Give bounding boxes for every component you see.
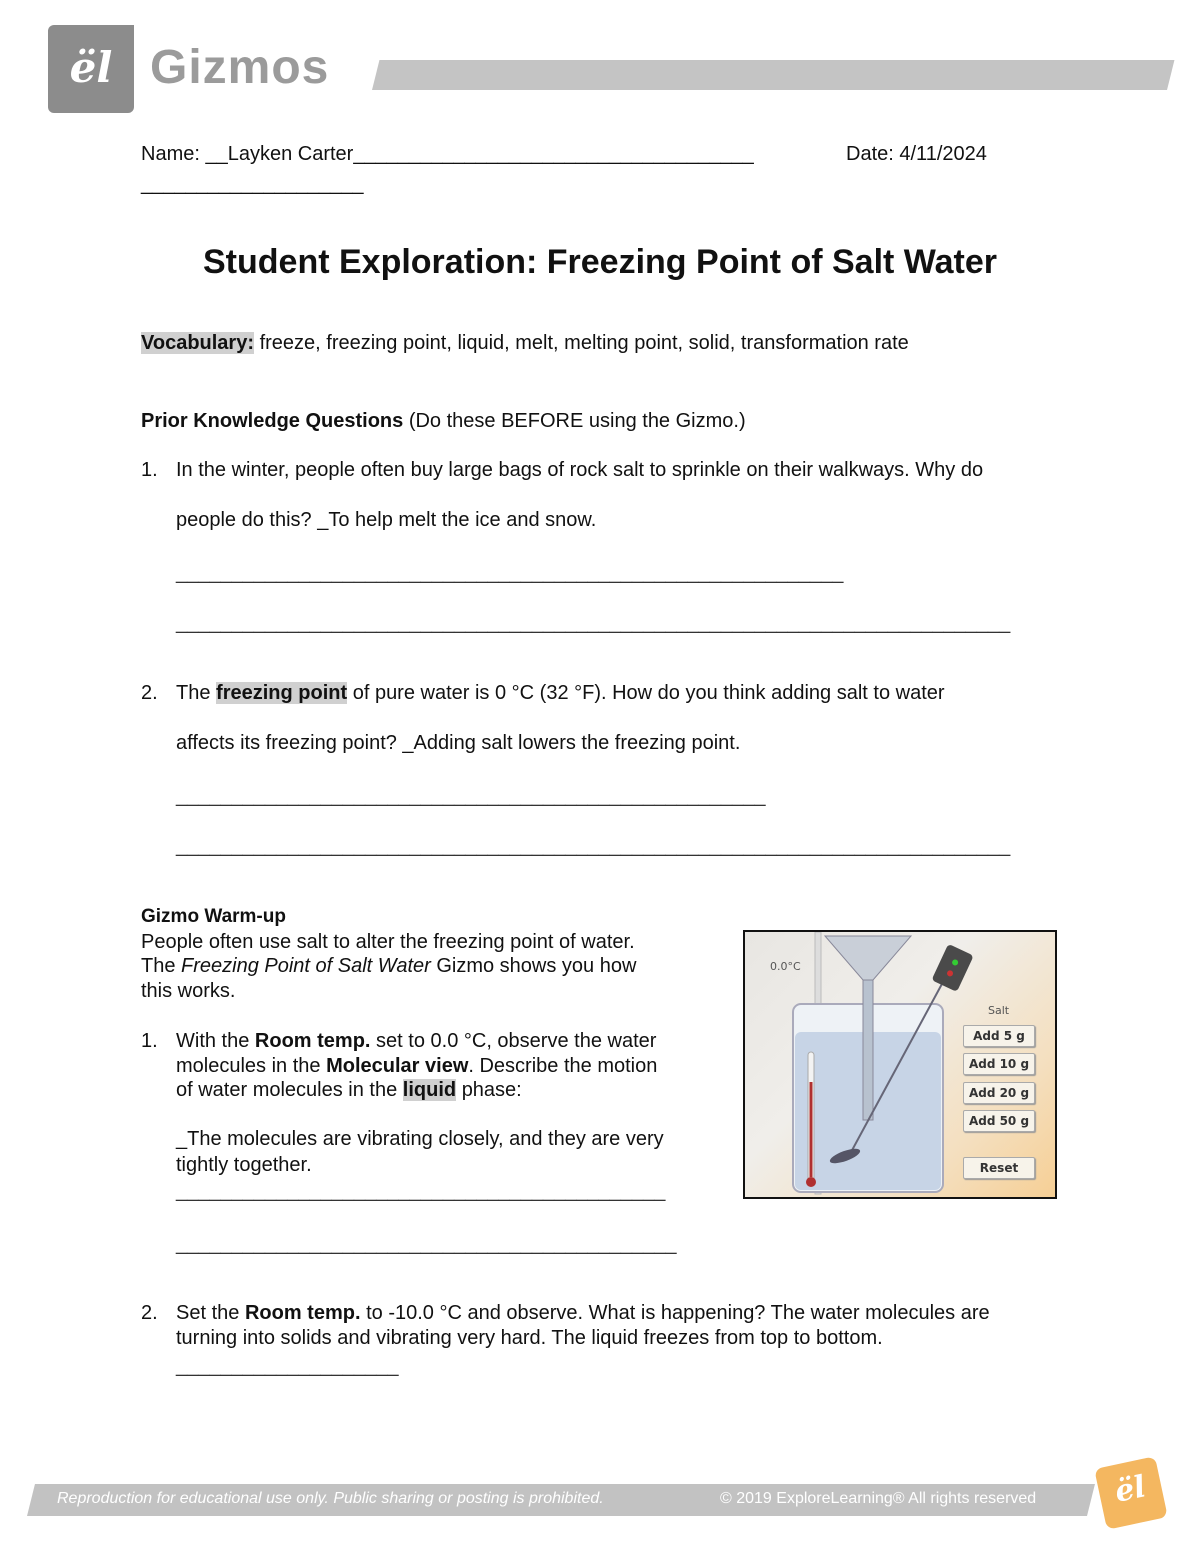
add-10g-button: Add 10 g <box>963 1053 1035 1075</box>
wu-q1-line1: With the Room temp. set to 0.0 °C, observe the water <box>176 1030 657 1052</box>
funnel <box>825 936 911 980</box>
thermometer-fluid <box>810 1082 813 1177</box>
add-5g-button: Add 5 g <box>963 1025 1035 1047</box>
explorelearning-logo: ël <box>48 25 134 113</box>
warmup-heading: Gizmo Warm-up <box>141 906 286 927</box>
date-line: Date: 4/11/2024 <box>846 143 987 165</box>
wu-q1-line3: of water molecules in the liquid phase: <box>176 1079 522 1101</box>
wu-q2-blank: ____________________ <box>176 1355 399 1377</box>
pk-q1-line1: In the winter, people often buy large bags of rock salt to sprinkle on their walkways. Why do <box>176 459 984 481</box>
pk-q2-answer: affects its freezing point? _Adding salt lowers the freezing point. <box>176 732 741 754</box>
wu-q2-line2: turning into solids and vibrating very hard. The liquid freezes from top to bottom. <box>176 1327 883 1349</box>
header-bar <box>372 60 1174 90</box>
wu-q2-line1: Set the Room temp. to -10.0 °C and observe. What is happening? The water molecules are <box>176 1302 990 1324</box>
warmup-intro3: this works. <box>141 980 236 1002</box>
funnel-tube <box>863 980 873 1120</box>
page-title: Student Exploration: Freezing Point of Salt Water <box>203 243 997 281</box>
wu-q1-number: 1. <box>141 1030 158 1052</box>
wu-q1-answer2: tightly together. <box>176 1154 312 1176</box>
pk-q1-answer: people do this? _To help melt the ice and snow. <box>176 509 597 531</box>
vocabulary <box>141 332 909 355</box>
footer-copyright: © 2019 ExploreLearning® All rights reserved <box>720 1490 1037 1507</box>
name-line: Name: __Layken Carter____________________________________ <box>141 143 754 165</box>
thermometer-bulb <box>806 1177 816 1187</box>
temperature-readout: 0.0°C <box>770 960 801 973</box>
add-20g-button: Add 20 g <box>963 1082 1035 1104</box>
salt-label: Salt <box>988 1004 1010 1017</box>
wu-q1-line2: molecules in the Molecular view. Describe the motion <box>176 1055 658 1077</box>
prior-knowledge-heading: Prior Knowledge Questions (Do these BEFORE using the Gizmo.) <box>141 410 746 432</box>
wu-q1-blank2: _____________________________________________ <box>176 1233 677 1255</box>
name-value: __Layken Carter____________________________________ <box>205 143 754 165</box>
footer-notice: Reproduction for educational use only. Public sharing or posting is prohibited. <box>57 1490 604 1507</box>
liquid-term: liquid <box>402 1079 457 1101</box>
date-value: 4/11/2024 <box>899 143 987 165</box>
freezing-point-term: freezing point <box>216 682 348 704</box>
wu-q2-number: 2. <box>141 1302 158 1324</box>
warmup-intro1: People often use salt to alter the freezing point of water. <box>141 931 635 953</box>
vocabulary-terms: freeze, freezing point, liquid, melt, melting point, solid, transformation rate <box>259 332 909 354</box>
gizmo-screenshot <box>743 930 1057 1199</box>
vocabulary-label: Vocabulary: <box>141 332 254 354</box>
wu-q1-answer1: _The molecules are vibrating closely, and they are very <box>176 1128 664 1150</box>
pk-q1-blank2: ___________________________________________________________________________ <box>176 612 1011 634</box>
pk-q1-blank1: ____________________________________________________________ <box>176 562 844 584</box>
pk-q2-blank1: _____________________________________________________ <box>176 785 766 807</box>
name-continuation-line: ____________________ <box>141 173 364 195</box>
pk-q2-number: 2. <box>141 682 158 704</box>
stirrer-motor <box>931 944 973 992</box>
add-50g-button: Add 50 g <box>963 1110 1035 1132</box>
pk-q2-blank2: ___________________________________________________________________________ <box>176 835 1011 857</box>
pk-q1-number: 1. <box>141 459 158 481</box>
footer-logo: ël <box>1094 1456 1168 1530</box>
pk-q2-line1: The freezing point of pure water is 0 °C (32 °F). How do you think adding salt to water <box>176 682 945 704</box>
wu-q1-blank1: ____________________________________________ <box>176 1180 666 1202</box>
reset-button: Reset <box>963 1157 1035 1179</box>
gizmos-brand: Gizmos <box>150 41 330 94</box>
warmup-intro2: The Freezing Point of Salt Water Gizmo shows you how <box>141 955 637 977</box>
